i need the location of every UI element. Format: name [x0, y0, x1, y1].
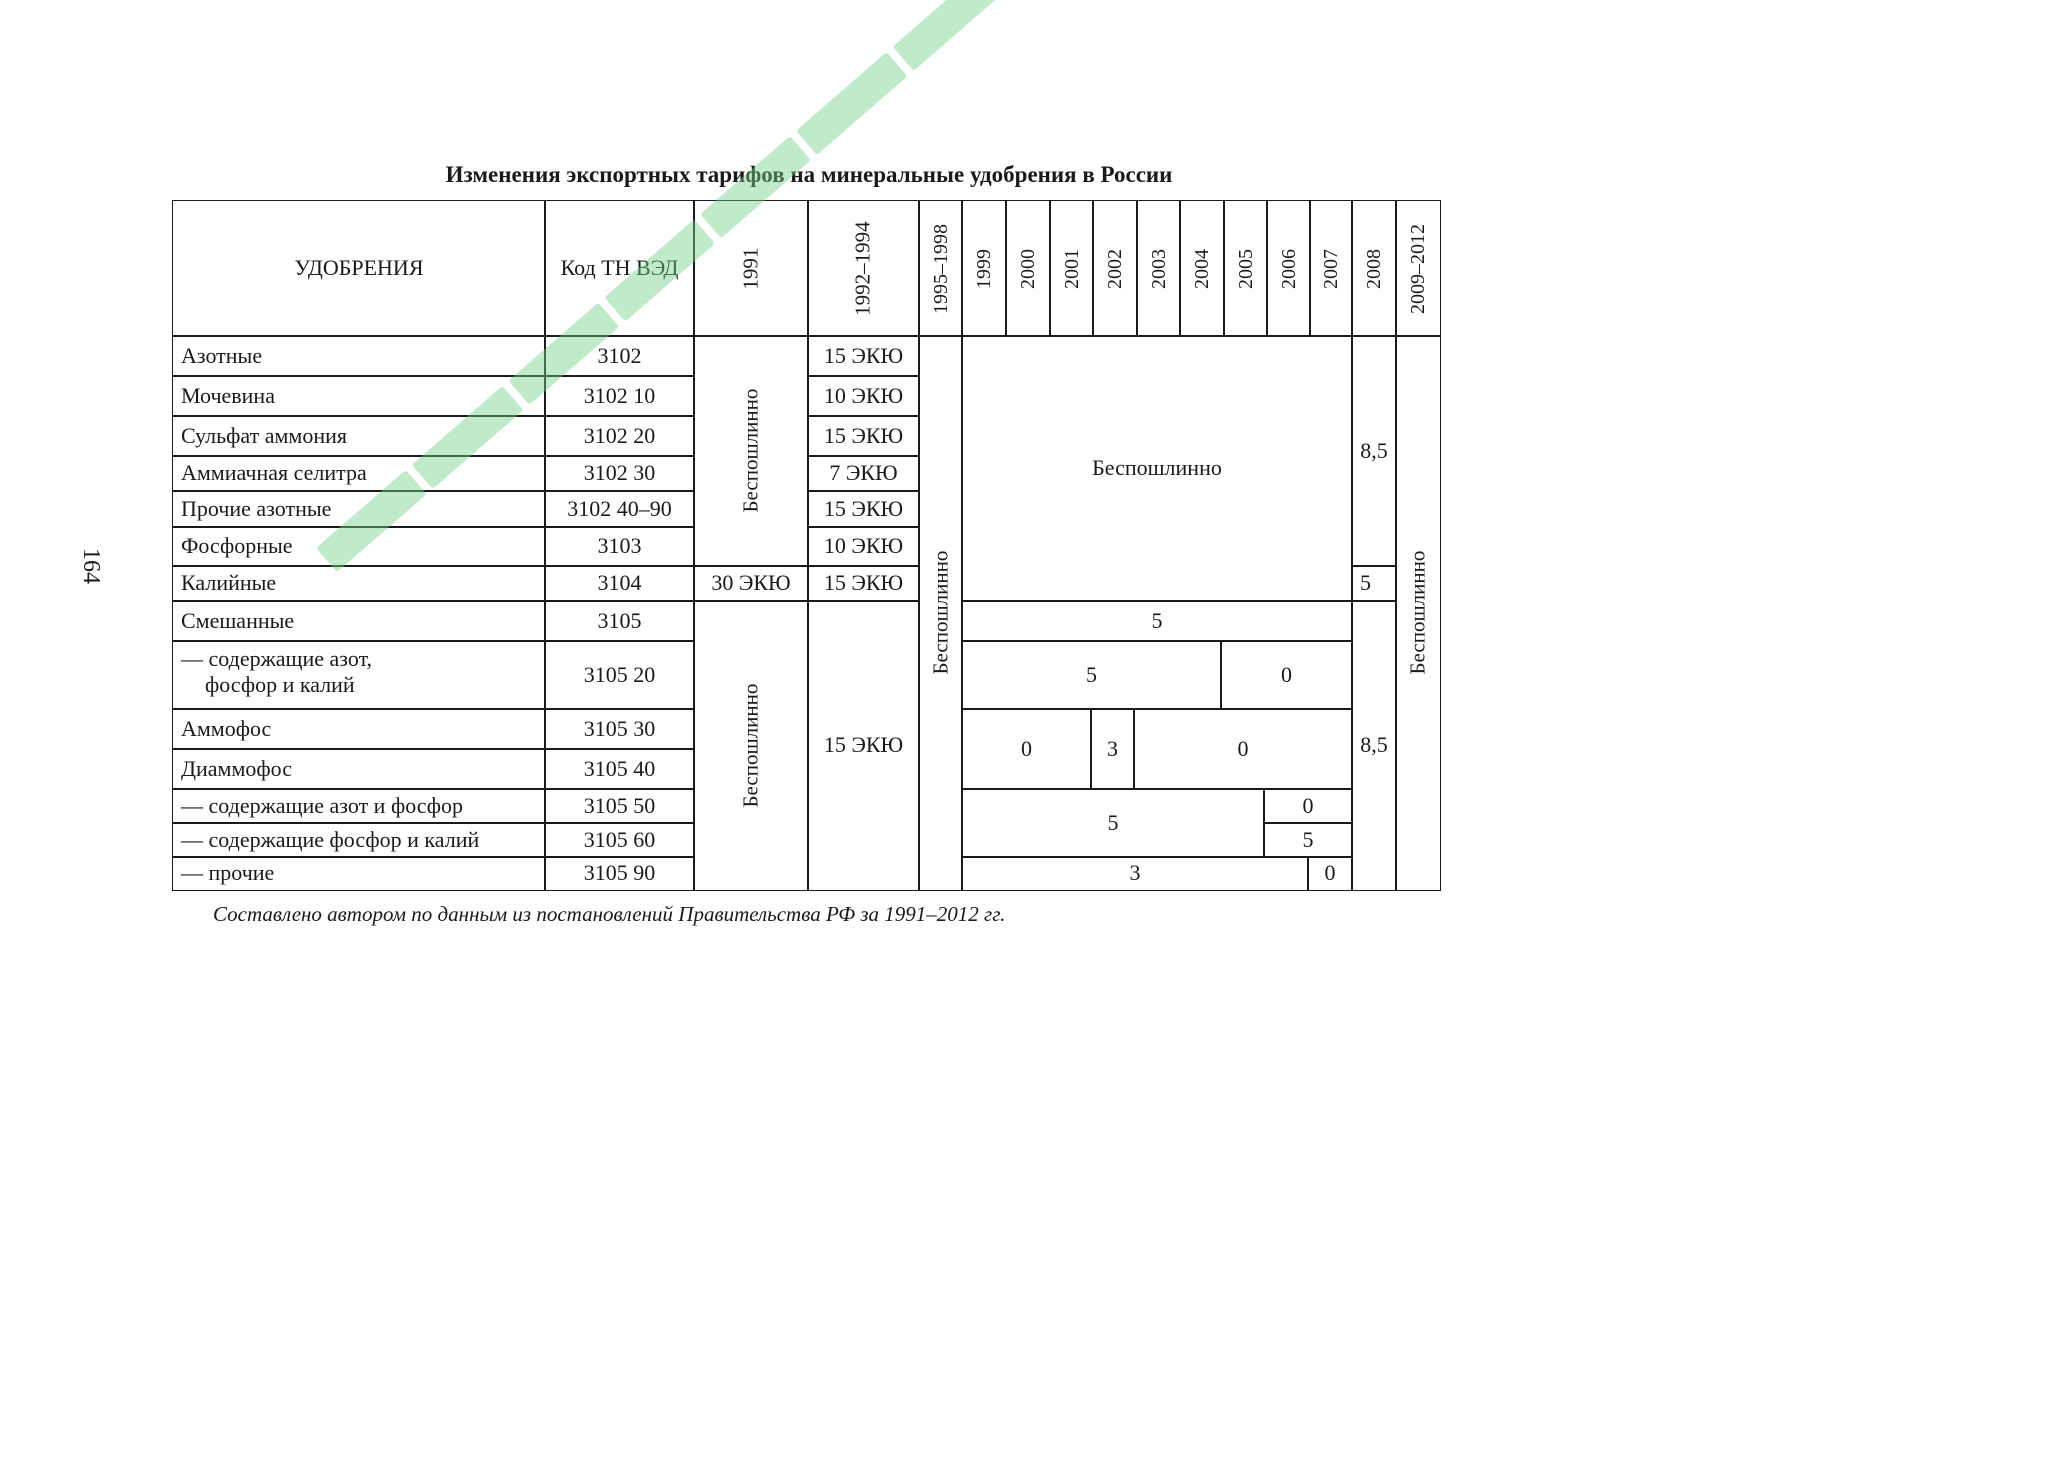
row-code-text: 3105 20 — [583, 661, 656, 687]
cell-2008-nitrogen-text: 8,5 — [1360, 437, 1388, 463]
cell-1991-mixed — [693, 600, 809, 891]
header-1995-1998-label: 1995–1998 — [929, 223, 952, 314]
header-1992-1994-label: 1992–1994 — [850, 221, 875, 316]
row-name-text: Азотные — [181, 342, 263, 368]
header-2008-label: 2008 — [1363, 248, 1385, 289]
row-name — [172, 455, 546, 492]
row-name-text: Прочие азотные — [181, 495, 332, 521]
header-1999 — [961, 200, 1007, 337]
row-name-text: Калийные — [181, 570, 277, 596]
row-code-text: 3105 50 — [583, 792, 656, 818]
row-name — [172, 856, 546, 891]
row-code-text: 3105 90 — [583, 860, 656, 886]
header-2000-label: 2000 — [1017, 248, 1039, 289]
row-code — [544, 490, 695, 528]
header-2003 — [1136, 200, 1181, 337]
row-name-text: Фосфорные — [181, 533, 293, 559]
row-name-text: Смешанные — [181, 607, 295, 633]
row-name — [172, 375, 546, 417]
header-1999-label: 1999 — [973, 248, 995, 289]
cell-2006-2007-pk — [1263, 822, 1353, 858]
cell-2002-ammophos — [1090, 708, 1135, 790]
cell-2003-2007-ammophos — [1133, 708, 1353, 790]
cell-1999-2006-other-text: 3 — [1129, 860, 1141, 886]
cell-1999-2006-other — [961, 856, 1309, 891]
row-code — [544, 600, 695, 642]
row-name-text: — содержащие азот и фосфор — [181, 792, 464, 818]
header-2009-2012 — [1395, 200, 1441, 337]
cell-1992-1994 — [807, 415, 920, 457]
cell-1992-1994 — [807, 375, 920, 417]
cell-2005-2007-npk — [1220, 640, 1353, 710]
cell-1992-1994 — [807, 490, 920, 528]
row-name-text: Сульфат аммония — [181, 422, 348, 448]
cell-2007-other-text: 0 — [1324, 860, 1336, 886]
cell-1992-1994 — [807, 565, 920, 602]
row-code — [544, 335, 695, 377]
cell-1999-2004-npk — [961, 640, 1222, 710]
cell-2008-nitrogen — [1351, 335, 1397, 567]
header-2006 — [1266, 200, 1311, 337]
cell-1992-1994 — [807, 455, 920, 492]
header-2001-label: 2001 — [1060, 248, 1083, 289]
row-code-text: 3102 10 — [583, 382, 656, 408]
cell-1992-1994-text: 10 ЭКЮ — [823, 533, 904, 559]
row-code-text: 3103 — [597, 533, 642, 559]
cell-1992-1994 — [807, 526, 920, 567]
cell-2008-potassium-text: 5 — [1360, 570, 1371, 596]
row-name-text: Аммофос — [181, 715, 272, 741]
header-code-label: Код ТН ВЭД — [560, 255, 679, 281]
header-2008 — [1351, 200, 1397, 337]
header-2004-label: 2004 — [1191, 248, 1213, 289]
header-2000 — [1005, 200, 1051, 337]
row-name-text: — прочие — [181, 860, 275, 886]
row-name-text: Мочевина — [181, 382, 275, 408]
row-code-text: 3105 30 — [583, 715, 656, 741]
cell-1991-potassium — [693, 565, 809, 602]
row-code — [544, 856, 695, 891]
cell-1992-1994-text: 7 ЭКЮ — [829, 460, 898, 486]
header-fertilizer — [172, 200, 546, 337]
row-code — [544, 415, 695, 457]
cell-1999-2007-nitrogen-text: Беспошлинно — [1092, 455, 1222, 481]
cell-2008-mixed-text: 8,5 — [1360, 732, 1388, 758]
row-code-text: 3105 40 — [583, 755, 656, 781]
cell-1999-2004-npk-text: 5 — [1086, 661, 1097, 687]
cell-1999-2007-mixed-text: 5 — [1151, 607, 1163, 633]
row-code — [544, 455, 695, 492]
cell-2002-ammophos-text: 3 — [1107, 735, 1118, 761]
cell-2008-mixed — [1351, 600, 1397, 891]
cell-1999-2005-np-pk — [961, 788, 1265, 858]
row-name — [172, 335, 546, 377]
cell-2008-potassium — [1351, 565, 1397, 602]
header-fertilizer-label: УДОБРЕНИЯ — [294, 255, 424, 281]
cell-2006-2007-np-text: 0 — [1302, 792, 1314, 818]
header-2002-label: 2002 — [1104, 248, 1126, 289]
cell-2009-2012 — [1395, 335, 1441, 891]
row-code — [544, 822, 695, 858]
row-code-text: 3102 20 — [583, 422, 656, 448]
header-2001 — [1049, 200, 1094, 337]
cell-1992-1994-text: 10 ЭКЮ — [823, 382, 904, 408]
cell-1991-potassium-text: 30 ЭКЮ — [711, 570, 791, 596]
page-number: 164 — [78, 548, 104, 584]
row-code — [544, 788, 695, 824]
cell-1992-1994-mixed-text: 15 ЭКЮ — [823, 732, 904, 758]
row-name-text-line2: фосфор и калий — [205, 672, 355, 698]
row-name — [172, 788, 546, 824]
row-name — [172, 822, 546, 858]
cell-2005-2007-npk-text: 0 — [1281, 661, 1292, 687]
row-code-text: 3102 30 — [583, 460, 656, 486]
row-code-text: 3104 — [597, 570, 642, 596]
header-code — [544, 200, 695, 337]
row-code-text: 3105 — [597, 607, 642, 633]
row-code — [544, 565, 695, 602]
row-name-text: Диаммофос — [181, 755, 292, 781]
header-2005-label: 2005 — [1234, 248, 1257, 289]
cell-2006-2007-np — [1263, 788, 1353, 824]
row-code — [544, 375, 695, 417]
cell-1992-1994-text: 15 ЭКЮ — [823, 422, 904, 448]
header-2007-label: 2007 — [1320, 248, 1342, 289]
row-code — [544, 708, 695, 750]
cell-1992-1994-text: 15 ЭКЮ — [823, 570, 904, 596]
header-1991-label: 1991 — [738, 247, 763, 290]
table-title: Изменения экспортных тарифов на минеральные удобрения в России — [445, 162, 1173, 187]
header-2003-label: 2003 — [1147, 248, 1170, 289]
row-name — [172, 565, 546, 602]
source-caption: Составлено автором по данным из постановлений Правительства РФ за 1991–2012 гг. — [213, 902, 1006, 926]
row-code-text: 3102 40–90 — [567, 495, 672, 521]
row-name — [172, 415, 546, 457]
cell-1992-1994-text: 15 ЭКЮ — [823, 495, 904, 521]
row-name — [172, 708, 546, 750]
header-2007 — [1309, 200, 1353, 337]
cell-1995-1998 — [918, 335, 963, 891]
row-name-text-line1: — содержащие азот, — [181, 646, 373, 671]
cell-1999-2001-ammophos — [961, 708, 1092, 790]
row-name — [172, 748, 546, 790]
cell-1991-nitrogen-phosphorus — [693, 335, 809, 567]
header-2005 — [1223, 200, 1268, 337]
cell-1992-1994-text: 15 ЭКЮ — [823, 342, 904, 368]
cell-1991-mixed-text: Беспошлинно — [738, 683, 763, 808]
row-name — [172, 600, 546, 642]
cell-2003-2007-ammophos-text: 0 — [1237, 735, 1249, 761]
header-2006-label: 2006 — [1277, 248, 1300, 289]
row-name — [172, 490, 546, 528]
cell-1999-2007-nitrogen — [961, 335, 1353, 602]
row-name-text: Аммиачная селитра — [181, 460, 367, 486]
header-1992-1994 — [807, 200, 920, 337]
cell-1992-1994-mixed — [807, 600, 920, 891]
cell-2007-other — [1307, 856, 1353, 891]
row-name-text: — содержащие фосфор и калий — [181, 826, 480, 852]
row-name — [172, 526, 546, 567]
cell-1995-1998-text: Беспошлинно — [927, 551, 952, 675]
row-code — [544, 640, 695, 710]
row-code — [544, 526, 695, 567]
row-code — [544, 748, 695, 790]
cell-2006-2007-pk-text: 5 — [1302, 826, 1314, 852]
header-2009-2012-label: 2009–2012 — [1407, 223, 1429, 314]
row-name — [172, 640, 546, 710]
cell-1999-2005-np-pk-text: 5 — [1107, 809, 1119, 835]
row-code-text: 3102 — [597, 342, 642, 368]
cell-1992-1994 — [807, 335, 920, 377]
cell-1999-2001-ammophos-text: 0 — [1021, 735, 1032, 761]
header-2004 — [1179, 200, 1225, 337]
cell-1991-nitrogen-text: Беспошлинно — [738, 389, 763, 513]
header-1991 — [693, 200, 809, 337]
cell-1999-2007-mixed — [961, 600, 1353, 642]
header-1995-1998 — [918, 200, 963, 337]
cell-2009-2012-text: Беспошлинно — [1405, 551, 1430, 675]
row-code-text: 3105 60 — [583, 826, 656, 852]
header-2002 — [1092, 200, 1138, 337]
